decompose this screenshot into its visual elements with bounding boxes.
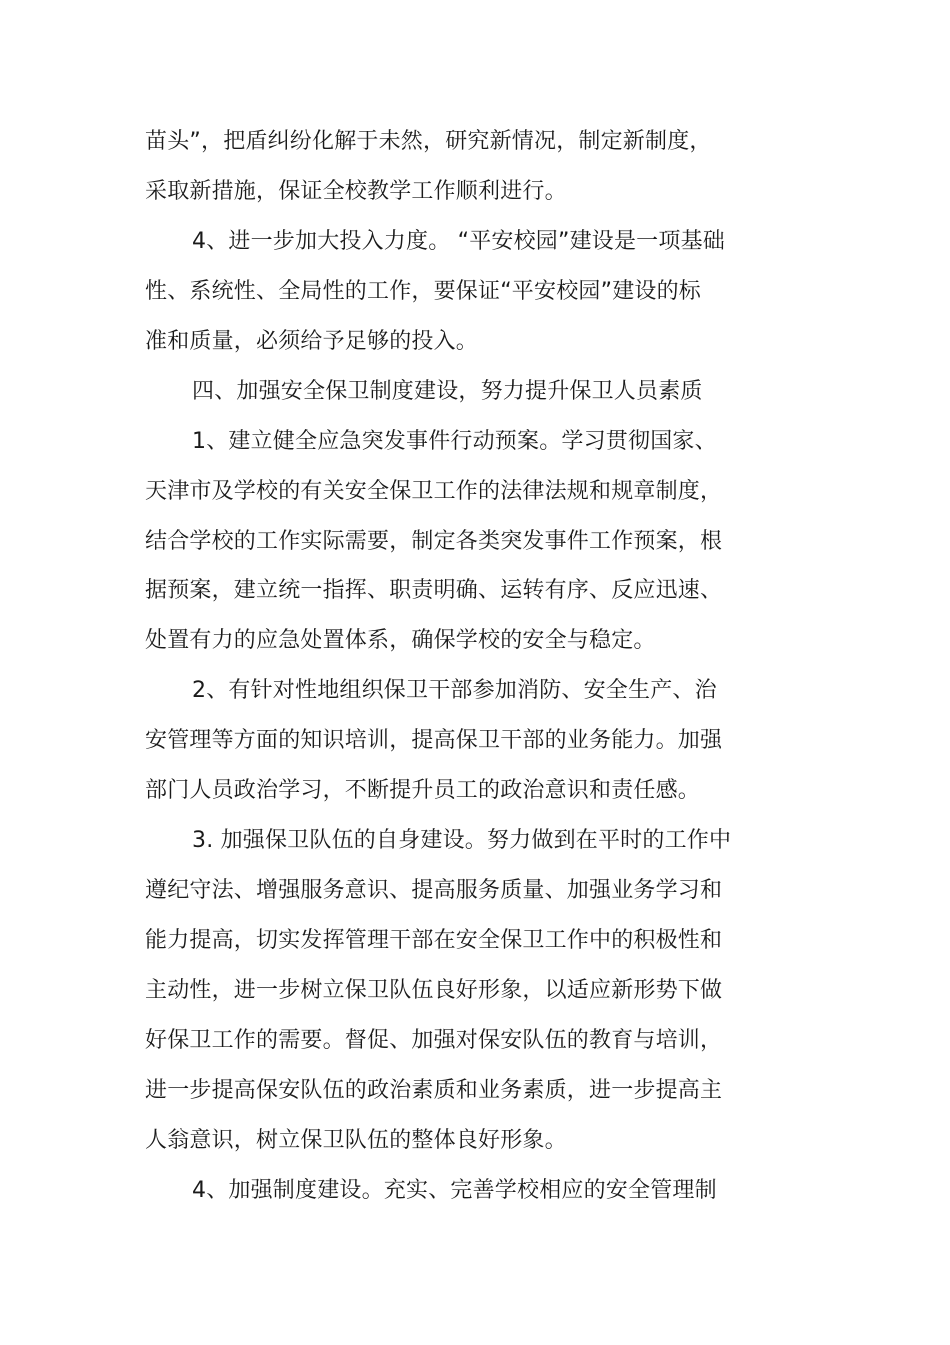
text-line: 好保卫工作的需要。督促、加强对保安队伍的教育与培训， xyxy=(145,1028,723,1053)
text-line: 结合学校的工作实际需要，制定各类突发事件工作预案，根 xyxy=(145,529,723,554)
text-line: 准和质量，必须给予足够的投入。 xyxy=(145,329,479,354)
text-line: 性、系统性、全局性的工作，要保证“平安校园”建设的标 xyxy=(145,279,701,304)
paragraph-first-line: 2、有针对性地组织保卫干部参加消防、安全生产、治 xyxy=(192,678,717,703)
text-line: 天津市及学校的有关安全保卫工作的法律法规和规章制度， xyxy=(145,479,723,504)
paragraph-first-line: 4、加强制度建设。充实、完善学校相应的安全管理制 xyxy=(192,1178,717,1203)
text-line: 安管理等方面的知识培训，提高保卫干部的业务能力。加强 xyxy=(145,728,723,753)
text-line: 遵纪守法、增强服务意识、提高服务质量、加强业务学习和 xyxy=(145,878,723,903)
text-line: 部门人员政治学习，不断提升员工的政治意识和责任感。 xyxy=(145,778,701,803)
text-line: 据预案，建立统一指挥、职责明确、运转有序、反应迅速、 xyxy=(145,578,723,603)
text-line: 人翁意识，树立保卫队伍的整体良好形象。 xyxy=(145,1128,567,1153)
paragraph-first-line: 1、建立健全应急突发事件行动预案。学习贯彻国家、 xyxy=(192,429,717,454)
paragraph-first-line: 4、进一步加大投入力度。 “平安校园”建设是一项基础 xyxy=(192,229,725,254)
paragraph-first-line: 3. 加强保卫队伍的自身建设。努力做到在平时的工作中 xyxy=(192,828,732,853)
text-line: 采取新措施，保证全校教学工作顺利进行。 xyxy=(145,179,567,204)
text-line: 进一步提高保安队伍的政治素质和业务素质，进一步提高主 xyxy=(145,1078,723,1103)
text-line: 苗头”，把盾纠纷化解于未然，研究新情况，制定新制度， xyxy=(145,129,712,154)
text-line: 主动性，进一步树立保卫队伍良好形象，以适应新形势下做 xyxy=(145,978,723,1003)
text-line: 处置有力的应急处置体系，确保学校的安全与稳定。 xyxy=(145,628,656,653)
text-line: 能力提高，切实发挥管理干部在安全保卫工作中的积极性和 xyxy=(145,928,723,953)
section-heading: 四、加强安全保卫制度建设，努力提升保卫人员素质 xyxy=(192,379,703,404)
